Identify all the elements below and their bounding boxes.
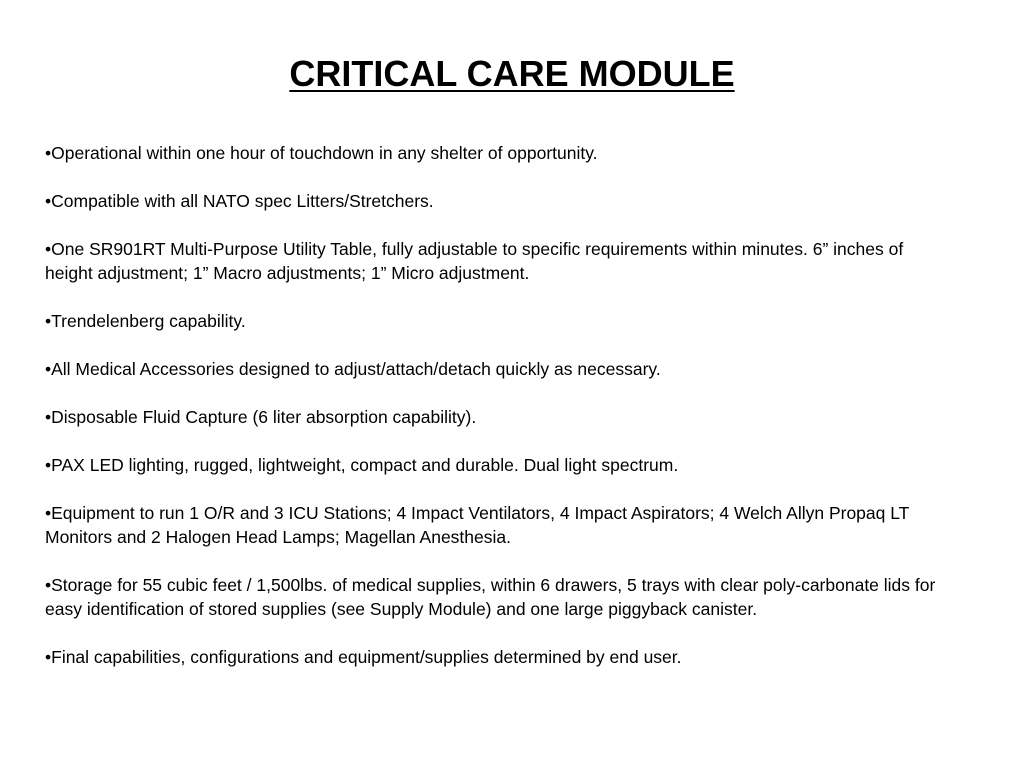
bullet-item-utility-table: •One SR901RT Multi-Purpose Utility Table, fully adjustable to specific requirements within minutes. 6” inches of height adjustment; 1” Macro adjustments; 1” Micro adjustment.	[45, 239, 904, 283]
bullet-item-fluid-capture: •Disposable Fluid Capture (6 liter absorption capability).	[45, 407, 477, 427]
slide-title: CRITICAL CARE MODULE	[289, 53, 735, 94]
bullet-item-nato-compatible: •Compatible with all NATO spec Litters/Stretchers.	[45, 191, 434, 211]
bullet-item-storage: •Storage for 55 cubic feet / 1,500lbs. of medical supplies, within 6 drawers, 5 trays with clear poly-carbonate lids for easy identification of stored supplies (see Supply Module) and one large piggyback canister.	[45, 575, 936, 619]
bullet-item-final-capabilities: •Final capabilities, configurations and equipment/supplies determined by end user.	[45, 647, 682, 667]
bullet-item-operational: •Operational within one hour of touchdown in any shelter of opportunity.	[45, 143, 598, 163]
bullet-item-medical-accessories: •All Medical Accessories designed to adjust/attach/detach quickly as necessary.	[45, 359, 661, 379]
bullet-item-equipment: •Equipment to run 1 O/R and 3 ICU Stations; 4 Impact Ventilators, 4 Impact Aspirators; 4 Welch Allyn Propaq LT Monitors and 2 Halogen Head Lamps; Magellan Anesthesia.	[45, 503, 910, 547]
bullet-item-led-lighting: •PAX LED lighting, rugged, lightweight, compact and durable. Dual light spectrum.	[45, 455, 679, 475]
bullet-item-trendelenberg: •Trendelenberg capability.	[45, 311, 246, 331]
bullet-list	[45, 141, 955, 693]
